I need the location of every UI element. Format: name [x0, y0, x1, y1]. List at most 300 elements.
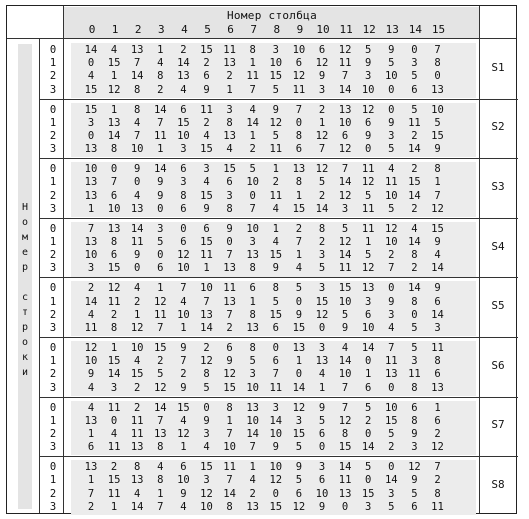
- sbox-cell: 5: [295, 282, 303, 295]
- divider: [39, 337, 518, 338]
- row-header-letter: и: [21, 367, 29, 378]
- sbox-cell: 14: [431, 262, 444, 275]
- sbox-cell: 14: [107, 129, 121, 142]
- sbox-cell: 9: [180, 381, 187, 394]
- sbox-cell: 3: [388, 308, 395, 321]
- sbox-cell: 7: [180, 282, 187, 295]
- row-header-letter: о: [21, 217, 29, 228]
- sbox-cell: 7: [434, 189, 441, 202]
- sbox-cell: 4: [180, 500, 187, 513]
- sbox-cell: 1: [203, 262, 210, 275]
- sbox-cell: 9: [203, 202, 210, 215]
- sbox-cell: 10: [130, 143, 144, 156]
- divider: [39, 277, 518, 278]
- sbox-cell: 1: [295, 355, 303, 368]
- sbox-cell: 3: [87, 262, 95, 275]
- sbox-cell: 13: [130, 441, 144, 454]
- sbox-cell: 0: [157, 202, 164, 215]
- sbox-cell: 3: [226, 103, 233, 116]
- sbox-cell: 4: [87, 381, 95, 394]
- divider: [39, 218, 518, 219]
- sbox-cell: 3: [203, 427, 210, 440]
- sbox-cell: 2: [318, 235, 326, 248]
- sbox-cell: 5: [341, 222, 349, 235]
- sbox-cell: 2: [272, 176, 279, 189]
- sbox-cell: 14: [107, 368, 121, 381]
- sbox-cell: 4: [180, 295, 187, 308]
- sbox-cell: 9: [411, 474, 418, 487]
- sbox-cell: 4: [249, 474, 256, 487]
- sbox-cell: 15: [338, 441, 352, 454]
- sbox-cell: 12: [292, 70, 306, 83]
- sbox-cell: 11: [107, 295, 121, 308]
- sbox-cell: 6: [318, 427, 326, 440]
- sbox-cell: 10: [84, 355, 98, 368]
- row-number: 2: [49, 308, 57, 321]
- row-number: 3: [49, 441, 57, 454]
- sbox-cell: 6: [87, 441, 95, 454]
- row-header-letter: к: [21, 352, 29, 363]
- sbox-cell: 10: [384, 189, 398, 202]
- sbox-cell: 14: [431, 308, 444, 321]
- sbox-cell: 1: [295, 249, 303, 262]
- sbox-label: S5: [491, 299, 505, 313]
- sbox-cell: 9: [226, 355, 233, 368]
- sbox-cell: 5: [365, 461, 372, 474]
- sbox-cell: 8: [226, 500, 233, 513]
- sbox-cell: 15: [223, 163, 236, 176]
- sbox-cell: 10: [130, 342, 144, 354]
- sbox-cell: 10: [107, 202, 121, 215]
- sbox-label: S6: [491, 358, 505, 372]
- sbox-cell: 14: [84, 44, 98, 56]
- sbox-cell: 14: [269, 414, 283, 427]
- sbox-cell: 1: [318, 116, 326, 129]
- column-number: 15: [431, 23, 446, 36]
- sbox-cell: 13: [200, 308, 213, 321]
- row-number: 0: [49, 163, 57, 176]
- sbox-cell: 5: [411, 321, 418, 334]
- sbox-cell: 10: [223, 441, 236, 454]
- sbox-cell: 13: [361, 282, 375, 295]
- sbox-cell: 8: [341, 427, 349, 440]
- sbox-cell: 5: [272, 129, 279, 142]
- sbox-cell: 1: [249, 461, 256, 474]
- sbox-cell: 8: [318, 222, 326, 235]
- sbox-cell: 15: [107, 355, 121, 368]
- sbox-cell: 10: [200, 500, 213, 513]
- sbox-cell: 14: [246, 116, 260, 129]
- sbox-cell: 0: [203, 401, 210, 414]
- sbox-cell: 12: [361, 176, 375, 189]
- sbox-cell: 7: [388, 262, 395, 275]
- sbox-cell: 7: [388, 342, 395, 354]
- sbox-cell: 11: [269, 381, 283, 394]
- sbox-cell: 0: [318, 441, 326, 454]
- sbox-cell: 2: [110, 461, 118, 474]
- sbox-cell: 5: [249, 163, 256, 176]
- sbox-cell: 13: [315, 355, 329, 368]
- sbox-cell: 8: [157, 70, 164, 83]
- sbox-cell: 11: [269, 143, 283, 156]
- sbox-cell: 8: [203, 368, 210, 381]
- sbox-cell: 7: [134, 129, 141, 142]
- sbox-cell: 5: [411, 103, 418, 116]
- column-number: 1: [111, 23, 119, 36]
- sbox-cell: 8: [226, 202, 233, 215]
- sbox-cell: 13: [84, 461, 98, 474]
- sbox-cell: 7: [87, 222, 95, 235]
- sbox-cell: 5: [388, 202, 395, 215]
- column-number: 13: [385, 23, 399, 36]
- sbox-cell: 12: [177, 427, 190, 440]
- sbox-cell: 10: [269, 57, 283, 70]
- column-number: 14: [408, 23, 423, 36]
- divider: [39, 99, 518, 100]
- sbox-cell: 6: [318, 474, 326, 487]
- sbox-cell: 8: [110, 143, 118, 156]
- sbox-cell: 13: [107, 222, 121, 235]
- sbox-cell: 1: [249, 295, 256, 308]
- sbox-cell: 3: [388, 487, 395, 500]
- sbox-cell: 2: [134, 401, 141, 414]
- sbox-cell: 4: [110, 44, 118, 56]
- sbox-cell: 5: [295, 441, 303, 454]
- sbox-cell: 15: [431, 129, 444, 142]
- sbox-cell: 15: [130, 368, 144, 381]
- sbox-cell: 9: [272, 441, 279, 454]
- sbox-cell: 10: [200, 282, 213, 295]
- sbox-block-s7: [7, 397, 518, 457]
- sbox-cell: 6: [180, 163, 187, 176]
- sbox-cell: 13: [130, 474, 144, 487]
- column-number: 5: [204, 23, 211, 36]
- sbox-cell: 2: [434, 474, 441, 487]
- sbox-cell: 5: [365, 249, 372, 262]
- sbox-cell: 2: [134, 295, 141, 308]
- sbox-cell: 13: [130, 44, 144, 56]
- row-number: 3: [49, 202, 57, 215]
- sbox-cell: 9: [434, 282, 441, 295]
- divider: [7, 38, 516, 39]
- sbox-cell: 13: [246, 401, 260, 414]
- sbox-cell: 11: [223, 44, 236, 56]
- sbox-block-s8: [7, 456, 518, 516]
- column-number: 4: [181, 23, 188, 36]
- sbox-cell: 6: [180, 103, 187, 116]
- sbox-cell: 12: [431, 441, 444, 454]
- column-number: 6: [227, 23, 234, 36]
- sbox-cell: 14: [153, 103, 167, 116]
- sbox-cell: 9: [434, 235, 441, 248]
- sbox-cell: 6: [226, 342, 233, 354]
- sbox-cell: 13: [177, 70, 190, 83]
- sbox-cell: 5: [434, 116, 441, 129]
- sbox-cell: 12: [315, 308, 329, 321]
- sbox-cell: 14: [177, 57, 190, 70]
- sbox-cell: 13: [431, 83, 444, 96]
- sbox-cell: 6: [157, 262, 164, 275]
- sbox-cell: 0: [434, 70, 441, 83]
- sbox-cell: 14: [361, 342, 375, 354]
- sbox-cell: 2: [295, 222, 303, 235]
- sbox-cell: 6: [295, 143, 303, 156]
- sbox-cell: 0: [318, 321, 326, 334]
- sbox-cell: 0: [365, 143, 372, 156]
- sbox-cell: 15: [200, 143, 213, 156]
- sbox-cell: 3: [203, 163, 210, 176]
- sbox-cell: 11: [431, 500, 444, 513]
- sbox-cell: 11: [107, 441, 121, 454]
- sbox-cell: 13: [84, 176, 98, 189]
- sbox-cell: 1: [110, 103, 118, 116]
- sbox-cell: 9: [87, 368, 95, 381]
- sbox-cell: 7: [110, 176, 118, 189]
- sbox-cell: 4: [388, 163, 395, 176]
- sbox-cell: 10: [246, 176, 260, 189]
- sbox-cell: 3: [318, 342, 326, 354]
- sbox-cell: 15: [361, 487, 375, 500]
- sbox-cell: 1: [318, 381, 326, 394]
- row-number: 0: [49, 103, 57, 116]
- sbox-cell: 3: [388, 129, 395, 142]
- sbox-cell: 9: [134, 249, 141, 262]
- sbox-cell: 10: [361, 83, 375, 96]
- sbox-cell: 13: [223, 295, 236, 308]
- sbox-cell: 4: [134, 355, 141, 368]
- sbox-cell: 0: [388, 282, 395, 295]
- row-number: 3: [49, 321, 57, 334]
- sbox-cell: 12: [361, 262, 375, 275]
- sbox-cell: 13: [130, 202, 144, 215]
- sbox-cell: 11: [269, 189, 283, 202]
- sbox-cell: 10: [177, 474, 190, 487]
- sbox-cell: 7: [226, 308, 233, 321]
- sbox-table: [6, 5, 517, 514]
- sbox-cell: 1: [365, 368, 372, 381]
- sbox-cell: 2: [180, 44, 187, 56]
- sbox-cell: 10: [384, 70, 398, 83]
- column-number: 7: [250, 23, 257, 36]
- sbox-cell: 8: [157, 474, 164, 487]
- sbox-cell: 12: [200, 355, 213, 368]
- sbox-label: S2: [491, 120, 505, 134]
- sbox-cell: 11: [130, 427, 144, 440]
- sbox-cell: 2: [318, 103, 326, 116]
- sbox-cell: 2: [157, 83, 164, 96]
- sbox-cell: 0: [180, 222, 187, 235]
- sbox-cell: 7: [226, 249, 233, 262]
- sbox-cell: 11: [153, 129, 167, 142]
- sbox-label: S8: [491, 477, 505, 491]
- sbox-cell: 8: [134, 461, 141, 474]
- row-number: 1: [49, 57, 57, 70]
- sbox-cell: 14: [408, 143, 421, 156]
- sbox-cell: 10: [315, 487, 329, 500]
- row-number: 0: [49, 222, 57, 235]
- divider: [63, 6, 64, 513]
- sbox-cell: 2: [249, 487, 256, 500]
- sbox-label: S1: [491, 60, 505, 74]
- row-header-letter: Н: [21, 202, 29, 213]
- sbox-cell: 2: [388, 441, 395, 454]
- sbox-cell: 5: [157, 235, 164, 248]
- sbox-cell: 3: [87, 116, 95, 129]
- sbox-cell: 9: [434, 143, 441, 156]
- sbox-cell: 9: [365, 129, 372, 142]
- sbox-cell: 2: [180, 368, 187, 381]
- sbox-cell: 6: [110, 189, 118, 202]
- sbox-cell: 12: [338, 189, 352, 202]
- sbox-cell: 11: [246, 70, 260, 83]
- sbox-cell: 9: [318, 70, 326, 83]
- sbox-cell: 6: [249, 282, 256, 295]
- column-number: 9: [296, 23, 304, 36]
- sbox-cell: 10: [384, 235, 398, 248]
- sbox-cell: 4: [203, 129, 210, 142]
- sbox-cell: 3: [411, 441, 418, 454]
- sbox-cell: 0: [110, 163, 118, 176]
- sbox-cell: 10: [384, 401, 398, 414]
- sbox-cell: 14: [130, 222, 144, 235]
- sbox-cell: 0: [226, 235, 233, 248]
- sbox-cell: 12: [315, 163, 329, 176]
- sbox-cell: 4: [249, 103, 256, 116]
- sbox-cell: 5: [157, 368, 164, 381]
- sbox-cell: 4: [388, 321, 395, 334]
- column-number: 8: [273, 23, 281, 36]
- sbox-cell: 15: [153, 342, 167, 354]
- row-number: 1: [49, 116, 57, 129]
- sbox-cell: 11: [223, 282, 236, 295]
- sbox-cell: 5: [318, 262, 326, 275]
- row-number: 1: [49, 474, 57, 487]
- row-number: 2: [49, 129, 57, 142]
- sbox-cell: 1: [365, 235, 372, 248]
- sbox-cell: 15: [408, 176, 421, 189]
- sbox-cell: 8: [249, 44, 256, 56]
- sbox-cell: 0: [249, 189, 256, 202]
- sbox-cell: 8: [434, 163, 441, 176]
- sbox-cell: 9: [203, 83, 210, 96]
- sbox-cell: 0: [411, 44, 418, 56]
- row-number: 3: [49, 500, 57, 513]
- sbox-block-s6: [7, 337, 518, 397]
- sbox-cell: 5: [203, 381, 210, 394]
- sbox-cell: 11: [338, 57, 352, 70]
- sbox-cell: 10: [84, 249, 98, 262]
- sbox-cell: 8: [411, 249, 418, 262]
- sbox-cell: 15: [292, 202, 306, 215]
- sbox-cell: 1: [110, 500, 118, 513]
- sbox-cell: 13: [384, 368, 398, 381]
- sbox-cell: 7: [295, 103, 303, 116]
- sbox-cell: 6: [434, 414, 441, 427]
- sbox-cell: 10: [338, 368, 352, 381]
- sbox-cell: 12: [361, 103, 375, 116]
- sbox-cell: 1: [295, 189, 303, 202]
- sbox-cell: 2: [411, 262, 418, 275]
- sbox-cell: 6: [180, 202, 187, 215]
- sbox-cell: 3: [341, 202, 349, 215]
- sbox-cell: 6: [341, 129, 349, 142]
- sbox-cell: 10: [361, 321, 375, 334]
- sbox-cell: 2: [411, 163, 418, 176]
- sbox-cell: 4: [295, 262, 303, 275]
- sbox-cell: 8: [434, 487, 441, 500]
- sbox-cell: 7: [341, 163, 349, 176]
- sbox-cell: 10: [338, 116, 352, 129]
- sbox-cell: 14: [338, 83, 352, 96]
- sbox-cell: 9: [134, 163, 141, 176]
- row-number: 2: [49, 427, 57, 440]
- column-number: 3: [157, 23, 165, 36]
- sbox-cell: 15: [200, 189, 213, 202]
- sbox-cell: 6: [272, 355, 279, 368]
- sbox-cell: 10: [338, 295, 352, 308]
- sbox-cell: 12: [130, 321, 144, 334]
- sbox-cell: 14: [408, 282, 421, 295]
- sbox-cell: 7: [134, 57, 141, 70]
- sbox-cell: 0: [272, 487, 279, 500]
- sbox-cell: 2: [365, 414, 372, 427]
- sbox-cell: 0: [388, 381, 395, 394]
- sbox-cell: 14: [408, 189, 421, 202]
- sbox-cell: 0: [272, 342, 279, 354]
- sbox-cell: 9: [295, 461, 303, 474]
- sbox-cell: 12: [292, 500, 306, 513]
- sbox-cell: 1: [110, 342, 118, 354]
- sbox-cell: 15: [107, 474, 121, 487]
- sbox-cell: 0: [134, 176, 141, 189]
- sbox-cell: 5: [318, 414, 326, 427]
- sbox-cell: 6: [295, 487, 303, 500]
- sbox-cell: 2: [411, 202, 418, 215]
- sbox-cell: 10: [292, 44, 306, 56]
- sbox-cell: 12: [384, 222, 398, 235]
- sbox-cell: 1: [434, 401, 441, 414]
- sbox-block-s4: [7, 218, 518, 278]
- sbox-cell: 14: [223, 487, 236, 500]
- row-number: 0: [49, 282, 57, 295]
- sbox-cell: 14: [384, 474, 398, 487]
- sbox-cell: 5: [388, 57, 395, 70]
- sbox-cell: 4: [87, 308, 95, 321]
- sbox-cell: 11: [408, 368, 421, 381]
- sbox-cell: 3: [110, 381, 118, 394]
- sbox-cell: 14: [338, 461, 352, 474]
- sbox-cell: 11: [130, 235, 144, 248]
- sbox-cell: 15: [338, 282, 352, 295]
- sbox-cell: 6: [365, 116, 372, 129]
- sbox-cell: 1: [157, 44, 164, 56]
- sbox-cell: 6: [203, 70, 210, 83]
- sbox-cell: 11: [338, 262, 352, 275]
- row-number: 2: [49, 189, 57, 202]
- sbox-cell: 0: [157, 249, 164, 262]
- sbox-cell: 7: [272, 368, 279, 381]
- sbox-cell: 7: [157, 500, 164, 513]
- sbox-cell: 12: [338, 44, 352, 56]
- column-header: [64, 7, 480, 38]
- row-number: 3: [49, 381, 57, 394]
- sbox-cell: 7: [157, 116, 164, 129]
- sbox-cell: 15: [292, 427, 306, 440]
- sbox-cell: 0: [134, 262, 141, 275]
- sbox-cell: 3: [180, 143, 187, 156]
- sbox-cell: 8: [434, 355, 441, 368]
- sbox-cell: 4: [134, 282, 141, 295]
